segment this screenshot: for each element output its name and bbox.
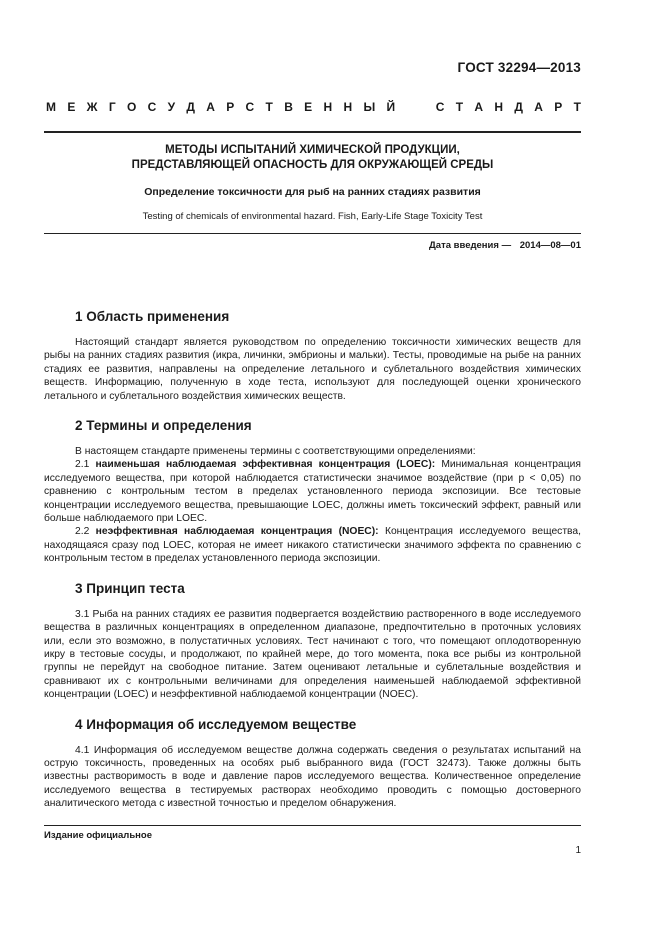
- clause-number: 2.2: [75, 526, 90, 538]
- document-number: ГОСТ 32294—2013: [457, 60, 581, 75]
- paragraph: В настоящем стандарте применены термины с соответствующими определениями:: [75, 446, 476, 458]
- banner-letter: Е: [304, 100, 313, 114]
- paragraph: 3.1 Рыба на ранних стадиях ее развития подвергается воздействию растворенного в воде исследуемого вещества в различных концентрациях в определенном диапазоне, предпочтительно в проточных условиях или, если это возможно, в полустатичных условиях. Тест начинают с того, что помещают оплодотворенную икру в тестовые сосуды, и продолжают, по крайней мере, до того момента, пока все рыбы из контрольной группы не перейдут на свободное питание. Затем оценивают летальные и сублетальные воздействия и сравнивают их с контрольными величинами для определения наименьшей наблюдаемой эффективной концентрации (LOEC) и неэффективной наблюдаемой концентрации (NOEC).: [44, 608, 581, 701]
- section-terms: [44, 417, 581, 566]
- edition-note: Издание официальное: [44, 830, 152, 841]
- document-subtitle: Определение токсичности для рыб на ранних стадиях развития: [144, 186, 481, 198]
- banner-letter: Р: [554, 100, 563, 114]
- banner-letter: С: [245, 100, 255, 114]
- document-title: [44, 143, 581, 173]
- banner-letter: Е: [67, 100, 76, 114]
- banner-letter: М: [46, 100, 56, 114]
- header-divider: [44, 131, 581, 133]
- title-line-1: МЕТОДЫ ИСПЫТАНИЙ ХИМИЧЕСКОЙ ПРОДУКЦИИ,: [165, 144, 460, 156]
- banner-letter: А: [206, 100, 215, 114]
- standard-banner: [46, 100, 581, 114]
- banner-letter: Н: [494, 100, 504, 114]
- banner-letter: Т: [265, 100, 273, 114]
- term-name: неэффективная наблюдаемая концентрация (NOEC):: [95, 526, 379, 538]
- english-title: Testing of chemicals of environmental hazard. Fish, Early-Life Stage Toxicity Test: [142, 211, 483, 222]
- footer-divider: [44, 825, 581, 826]
- term-text: Минимальная концентрация исследуемого вещества, при которой наблюдается статистически значимое воздействие (при p < 0,05) по сравнению с контрольным тестом в пределах установленного периода экспозиции. Все тестовые концентрации исследуемого вещества, превышающие LOEC, должны иметь токсический эффект, равный или больше наблюдаемого при LOEC.: [44, 459, 581, 525]
- banner-letter: Т: [573, 100, 581, 114]
- section-scope: [44, 308, 581, 403]
- section-principle: [44, 580, 581, 702]
- title-divider: [44, 233, 581, 234]
- intro-date-label: Дата введения —: [429, 240, 512, 251]
- banner-letter: Н: [323, 100, 333, 114]
- banner-letter: Д: [514, 100, 523, 114]
- banner-letter: О: [126, 100, 137, 114]
- banner-letter: Н: [343, 100, 353, 114]
- section-heading: 2 Термины и определения: [75, 418, 252, 434]
- banner-letter: Й: [386, 100, 396, 114]
- banner-letter: Ж: [86, 100, 98, 114]
- term-text: Концентрация исследуемого вещества, находящаяся сразу под LOEC, которая не имеет никакого статистически значимого эффекта по сравнению с контрольным тестом в пределах установленного периода экспозиции.: [44, 526, 581, 565]
- intro-date-value: 2014—08—01: [519, 240, 581, 251]
- banner-letter: С: [435, 100, 445, 114]
- section-heading: 3 Принцип теста: [75, 580, 185, 596]
- term-definition-noec: [44, 525, 581, 565]
- term-definition-loec: [44, 458, 581, 525]
- banner-letter: А: [534, 100, 543, 114]
- term-name: наименьшая наблюдаемая эффективная концентрация (LOEC):: [95, 459, 436, 471]
- page-number: 1: [575, 845, 581, 856]
- banner-letter: В: [284, 100, 293, 114]
- banner-letter: Р: [226, 100, 235, 114]
- banner-letter: А: [474, 100, 484, 114]
- banner-letter: Т: [455, 100, 464, 114]
- banner-letter: У: [167, 100, 176, 114]
- title-line-2: ПРЕДСТАВЛЯЮЩЕЙ ОПАСНОСТЬ ДЛЯ ОКРУЖАЮЩЕЙ СРЕДЫ: [131, 159, 494, 171]
- banner-letter: С: [147, 100, 157, 114]
- section-heading: 4 Информация об исследуемом веществе: [75, 716, 357, 732]
- introduction-date: [429, 240, 581, 251]
- banner-letter: Д: [186, 100, 195, 114]
- document-body: [44, 300, 581, 825]
- banner-letter: Г: [108, 100, 116, 114]
- clause-number: 2.1: [75, 459, 90, 471]
- section-substance-info: [44, 716, 581, 811]
- section-heading: 1 Область применения: [75, 309, 230, 324]
- banner-letter: Ы: [363, 100, 376, 114]
- banner-word-gap: [406, 100, 424, 114]
- paragraph: 4.1 Информация об исследуемом веществе должна содержать сведения о результатах испытаний на острую токсичность, проведенных на особях рыб выбранного вида (ГОСТ 32473). Также должны быть известны растворимость в воде и давление паров исследуемого вещества. Количественное определение исследуемого вещества в тестируемых растворах необходимо проводить с помощью достоверного аналитического метода с известной точностью и пределом обнаружения.: [44, 744, 581, 810]
- paragraph: Настоящий стандарт является руководством по определению токсичности химических веществ для рыбы на ранних стадиях развития (икра, личинки, эмбрионы и мальки). Тесты, проводимые на рыбе на ранних стадиях ее развития, направлены на определение летального и сублетального воздействия химических веществ. Информацию, полученную в ходе теста, используют для последующей оценки хронического летального и сублетального воздействия химических веществ.: [44, 337, 581, 402]
